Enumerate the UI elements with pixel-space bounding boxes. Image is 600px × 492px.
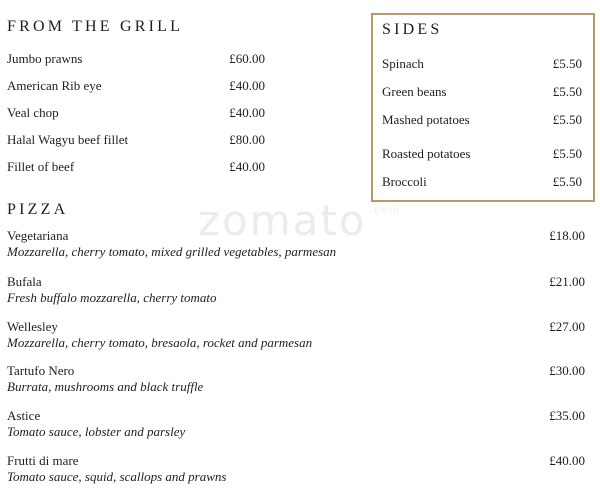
- pizza-item-name: Astice: [7, 408, 41, 423]
- pizza-item-price: £30.00: [549, 363, 585, 378]
- pizza-item-description: Tomato sauce, lobster and parsley: [7, 424, 186, 439]
- grill-item-price: £40.00: [229, 105, 265, 120]
- pizza-item-description: Tomato sauce, squid, scallops and prawns: [7, 469, 227, 484]
- pizza-item-price: £21.00: [549, 274, 585, 289]
- watermark-brand: zomato: [198, 196, 367, 245]
- sides-item-name: Green beans: [382, 84, 447, 99]
- pizza-item-price: £40.00: [549, 453, 585, 468]
- watermark-suffix: .com: [368, 205, 402, 216]
- pizza-item-description: Burrata, mushrooms and black truffle: [7, 379, 204, 394]
- pizza-item-name: Vegetariana: [7, 228, 69, 243]
- pizza-item-name: Frutti di mare: [7, 453, 79, 468]
- sides-item-name: Mashed potatoes: [382, 112, 470, 127]
- sides-item-name: Roasted potatoes: [382, 146, 471, 161]
- sides-item-name: Broccoli: [382, 174, 427, 189]
- pizza-item-description: Mozzarella, cherry tomato, bresaola, rocket and parmesan: [7, 335, 313, 350]
- sides-section-title: SIDES: [382, 21, 443, 38]
- grill-section-title: FROM THE GRILL: [7, 18, 184, 35]
- grill-item-name: Jumbo prawns: [7, 51, 83, 66]
- sides-item-price: £5.50: [552, 146, 582, 161]
- sides-item-price: £5.50: [552, 56, 582, 71]
- pizza-item-price: £18.00: [549, 228, 585, 243]
- grill-item-name: Veal chop: [7, 105, 59, 120]
- sides-item-price: £5.50: [552, 174, 582, 189]
- sides-item-price: £5.50: [552, 112, 582, 127]
- pizza-item-description: Mozzarella, cherry tomato, mixed grilled vegetables, parmesan: [7, 244, 337, 259]
- grill-item-name: Fillet of beef: [7, 159, 75, 174]
- pizza-item-description: Fresh buffalo mozzarella, cherry tomato: [7, 290, 217, 305]
- sides-item-price: £5.50: [552, 84, 582, 99]
- pizza-item-name: Tartufo Nero: [7, 363, 75, 378]
- pizza-item-price: £27.00: [549, 319, 585, 334]
- grill-item-price: £60.00: [229, 51, 265, 66]
- grill-item-price: £80.00: [229, 132, 265, 147]
- sides-item-name: Spinach: [382, 56, 424, 71]
- pizza-item-price: £35.00: [549, 408, 585, 423]
- pizza-section-title: PIZZA: [7, 201, 69, 218]
- pizza-item-name: Bufala: [7, 274, 42, 289]
- grill-item-name: American Rib eye: [7, 78, 102, 93]
- grill-item-price: £40.00: [229, 78, 265, 93]
- grill-item-price: £40.00: [229, 159, 265, 174]
- grill-item-name: Halal Wagyu beef fillet: [7, 132, 129, 147]
- zomato-watermark: [198, 196, 401, 245]
- pizza-item-name: Wellesley: [7, 319, 58, 334]
